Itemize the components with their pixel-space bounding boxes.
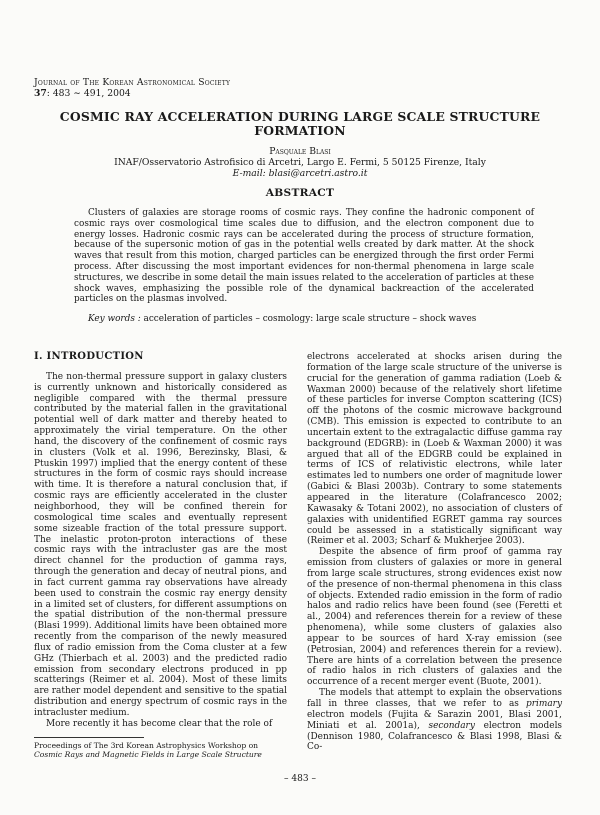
keywords-text: acceleration of particles – cosmology: large scale structure – shock waves [140,314,477,324]
keywords-label: Key words : [88,314,141,324]
journal-header [34,77,230,99]
footnote-rule [34,737,144,738]
abstract-heading: ABSTRACT [265,187,335,199]
journal-volume [34,88,230,99]
right-p3-text-e: electron models (Dennison 1980, Colafrancesco & Blasi 1998, Blasi & Co- [307,720,563,753]
right-p3-emph-secondary: secondary [428,720,475,731]
title-line-1: COSMIC RAY ACCELERATION DURING LARGE SCALE STRUCTURE [59,109,541,124]
left-paragraph-2: More recently it has become clear that the role of [46,718,273,729]
author-affiliation: INAF/Osservatorio Astrofisico di Arcetri, Largo E. Fermi, 5 50125 Firenze, Italy [114,157,486,168]
footnote [34,741,294,759]
keywords [74,314,534,324]
abstract-text: Clusters of galaxies are storage rooms of cosmic rays. They confine the hadronic component of cosmic rays over cosmological time scales due to diffusion, and the electron component due to energy losses. Hadronic cosmic rays can be accelerated during the process of structure formation, because of the supersonic motion of gas in the potential wells created by dark matter. At the shock waves that result from this motion, charged particles can be energized through the first order Fermi process. After discussing the most important evidences for non-thermal phenomena in large scale structures, we describe in some detail the main issues related to the acceleration of particles at these shock waves, emphasizing the possible role of the dynamical backreaction of the accelerated particles on the plasmas involved. [74,208,534,305]
footnote-line-2-text: Cosmic Rays and Magnetic Fields in Large Scale Structure [34,750,262,759]
author-name: Pasquale Blasi [269,146,331,157]
journal-name: Journal of The Korean Astronomical Society [34,77,231,88]
title-line-2: FORMATION [254,123,346,138]
left-paragraph-1: The non-thermal pressure support in galaxy clusters is currently unknown and historically considered as negligible compared with the thermal pressure contributed by the material fallen in the gravitational potential well of dark matter and thereby heated to approximately the virial temperature. On the other hand, the discovery of the confinement of cosmic rays in clusters (Volk et al. 1996, Berezinsky, Blasi, & Ptuskin 1997) implied that the energy content of these structures in the form of cosmic rays should increase with time. It is therefore a natural conclusion that, if cosmic rays are efficiently accelerated in the cluster neighborhood, they will be confined therein for cosmological time scales and eventually represent some sizeable fraction of the total pressure support. The inelastic proton-proton interactions of these cosmic rays with the intracluster gas are the most direct channel for the production of gamma rays, through the generation and decay of neutral pions, and in fact current gamma ray observations have already been used to constrain the cosmic ray energy density in a limited set of clusters, for different assumptions on the spatial distribution of the non-thermal pressure (Blasi 1999). Additional limits have been obtained more recently from the comparison of the newly measured flux of radio emission from the Coma cluster at a few GHz (Thierbach et al. 2003) and the predicted radio emission from secondary electrons produced in pp scatterings (Reimer et al. 2004). Most of these limits are rather model dependent and sensitive to the spatial distribution and energy spectrum of cosmic rays in the intracluster medium. [34,371,287,718]
volume-number: 37 [34,88,47,99]
footnote-line-1: Proceedings of The 3rd Korean Astrophysics Workshop on [34,741,259,750]
page-number: – 483 – [284,774,316,784]
right-p3-text-c: electron models (Fujita & Sarazin 2001, Blasi 2001, Miniati et al. 2001a), [307,709,562,731]
right-paragraph-1: electrons accelerated at shocks arisen during the formation of the large scale structure of the universe is crucial for the generation of gamma radiation (Loeb & Waxman 2000) because of the relatively short lifetime of these particles for inverse Compton scattering (ICS) off the photons of the cosmic microwave background (CMB). This emission is expected to contribute to an uncertain extent to the extragalactic diffuse gamma ray background (EDGRB): in (Loeb & Waxman 2000) it was argued that all of the EDGRB could be explained in terms of ICS of relativistic electrons, while later estimates led to numbers one order of magnitude lower (Gabici & Blasi 2003b). Contrary to some statements appeared in the literature (Colafrancesco 2002; Kawasaky & Totani 2002), no association of clusters of galaxies with unidentified EGRET gamma ray sources could be assessed in a statistically significant way (Reimer et al. 2003; Scharf & Mukherjee 2003). [307,352,562,547]
author-email: E-mail: blasi@arcetri.astro.it [232,168,368,179]
right-p3-emph-primary: primary [526,699,562,709]
footnote-line-2 [34,750,294,759]
right-p3-text-a: The models that attempt to explain the observations fall in three classes, that we refer to as [307,688,562,709]
section-heading: I. INTRODUCTION [34,351,144,362]
right-paragraph-2: Despite the absence of firm proof of gamma ray emission from clusters of galaxies or more in general from large scale structures, strong evidences exist now of the presence of non-thermal phenomena in this class of objects. Extended radio emission in the form of radio halos and radio relics have been found (see (Feretti et al., 2004) and references therein for a review of these phenomena), while some clusters of galaxies also appear to be sources of hard X-ray emission (see (Petrosian, 2004) and references therein for a review). There are hints of a correlation between the presence of radio halos in rich clusters of galaxies and the occurrence of a recent merger event (Buote, 2001). [307,547,562,688]
left-column [34,352,287,730]
right-paragraph-3 [307,688,562,753]
right-column [307,352,562,753]
paper-title [40,110,560,138]
volume-pages: : 483 ∼ 491, 2004 [46,88,131,99]
